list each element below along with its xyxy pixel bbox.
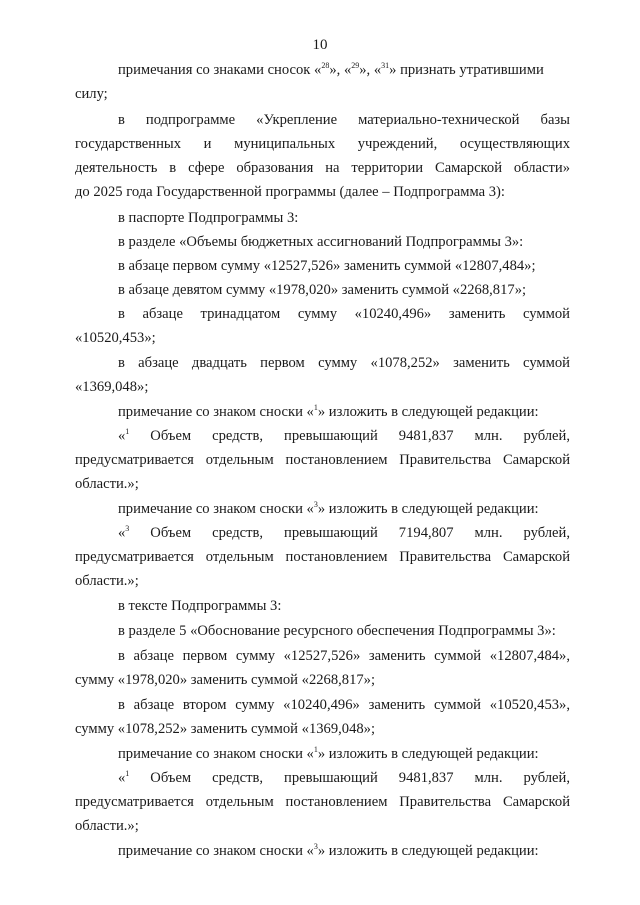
text-line: области.»; [75, 573, 139, 589]
text-line: до 2025 года Государственной программы (далее – Подпрограмма 3): [75, 184, 505, 200]
text-line: в абзаце тринадцатом сумму «10240,496» заменить суммой [118, 306, 570, 322]
footnote-marker: 3 [313, 842, 318, 851]
text-line: примечание со знаком сноски «$^3$» изложить в следующей редакции: [118, 500, 539, 517]
text-line: сумму «1078,252» заменить суммой «1369,048»; [75, 721, 376, 737]
text-line: предусматривается отдельным постановлением Правительства Самарской [75, 794, 570, 810]
footnote-marker: 3 [125, 524, 130, 533]
text-line: в абзаце первом сумму «12527,526» заменить суммой «12807,484», [118, 648, 570, 664]
text-line: примечания со знаками сносок «$^{28}$», «$^{29}$», «$^{31}$» признать утратившими [118, 61, 544, 78]
text-line: «$^1$ Объем средств, превышающий 9481,837 млн. рублей, [118, 769, 570, 786]
text-line: в абзаце девятом сумму «1978,020» заменить суммой «2268,817»; [118, 282, 527, 298]
text-line: примечание со знаком сноски «$^3$» изложить в следующей редакции: [118, 842, 539, 859]
text-line: «$^1$ Объем средств, превышающий 9481,837 млн. рублей, [118, 427, 570, 444]
text-line: в абзаце двадцать первом сумму «1078,252» заменить суммой [118, 355, 570, 371]
text-line: сумму «1978,020» заменить суммой «2268,817»; [75, 672, 376, 688]
footnote-marker: 1 [313, 403, 318, 412]
text-line: предусматривается отдельным постановлением Правительства Самарской [75, 452, 570, 468]
text-line: предусматривается отдельным постановлением Правительства Самарской [75, 549, 570, 565]
footnote-marker: 29 [351, 61, 360, 70]
footnote-marker: 1 [313, 745, 318, 754]
text-line: в абзаце втором сумму «10240,496» заменить суммой «10520,453», [118, 697, 570, 713]
text-line: силу; [75, 86, 108, 102]
text-line: в разделе 5 «Обоснование ресурсного обеспечения Подпрограммы 3»: [118, 623, 556, 639]
text-line: в тексте Подпрограммы 3: [118, 598, 282, 614]
footnote-marker: 1 [125, 427, 130, 436]
page-number: 10 [312, 37, 328, 53]
text-line: государственных и муниципальных учреждений, осуществляющих [75, 136, 570, 152]
text-line: в абзаце первом сумму «12527,526» заменить суммой «12807,484»; [118, 258, 536, 274]
text-line: в паспорте Подпрограммы 3: [118, 210, 299, 226]
footnote-marker: 31 [381, 61, 390, 70]
text-line: примечание со знаком сноски «$^1$» изложить в следующей редакции: [118, 403, 539, 420]
footnote-marker: 28 [321, 61, 330, 70]
text-line: деятельность в сфере образования на территории Самарской области» [75, 160, 570, 176]
footnote-marker: 3 [313, 500, 318, 509]
text-line: области.»; [75, 818, 139, 834]
text-line: области.»; [75, 476, 139, 492]
text-line: в разделе «Объемы бюджетных ассигнований Подпрограммы 3»: [118, 234, 524, 250]
text-line: «1369,048»; [75, 379, 149, 395]
text-line: в подпрограмме «Укрепление материально-технической базы [118, 112, 570, 128]
footnote-marker: 1 [125, 769, 130, 778]
text-line: «$^3$ Объем средств, превышающий 7194,807 млн. рублей, [118, 524, 570, 541]
text-line: «10520,453»; [75, 330, 156, 346]
text-line: примечание со знаком сноски «$^1$» изложить в следующей редакции: [118, 745, 539, 762]
